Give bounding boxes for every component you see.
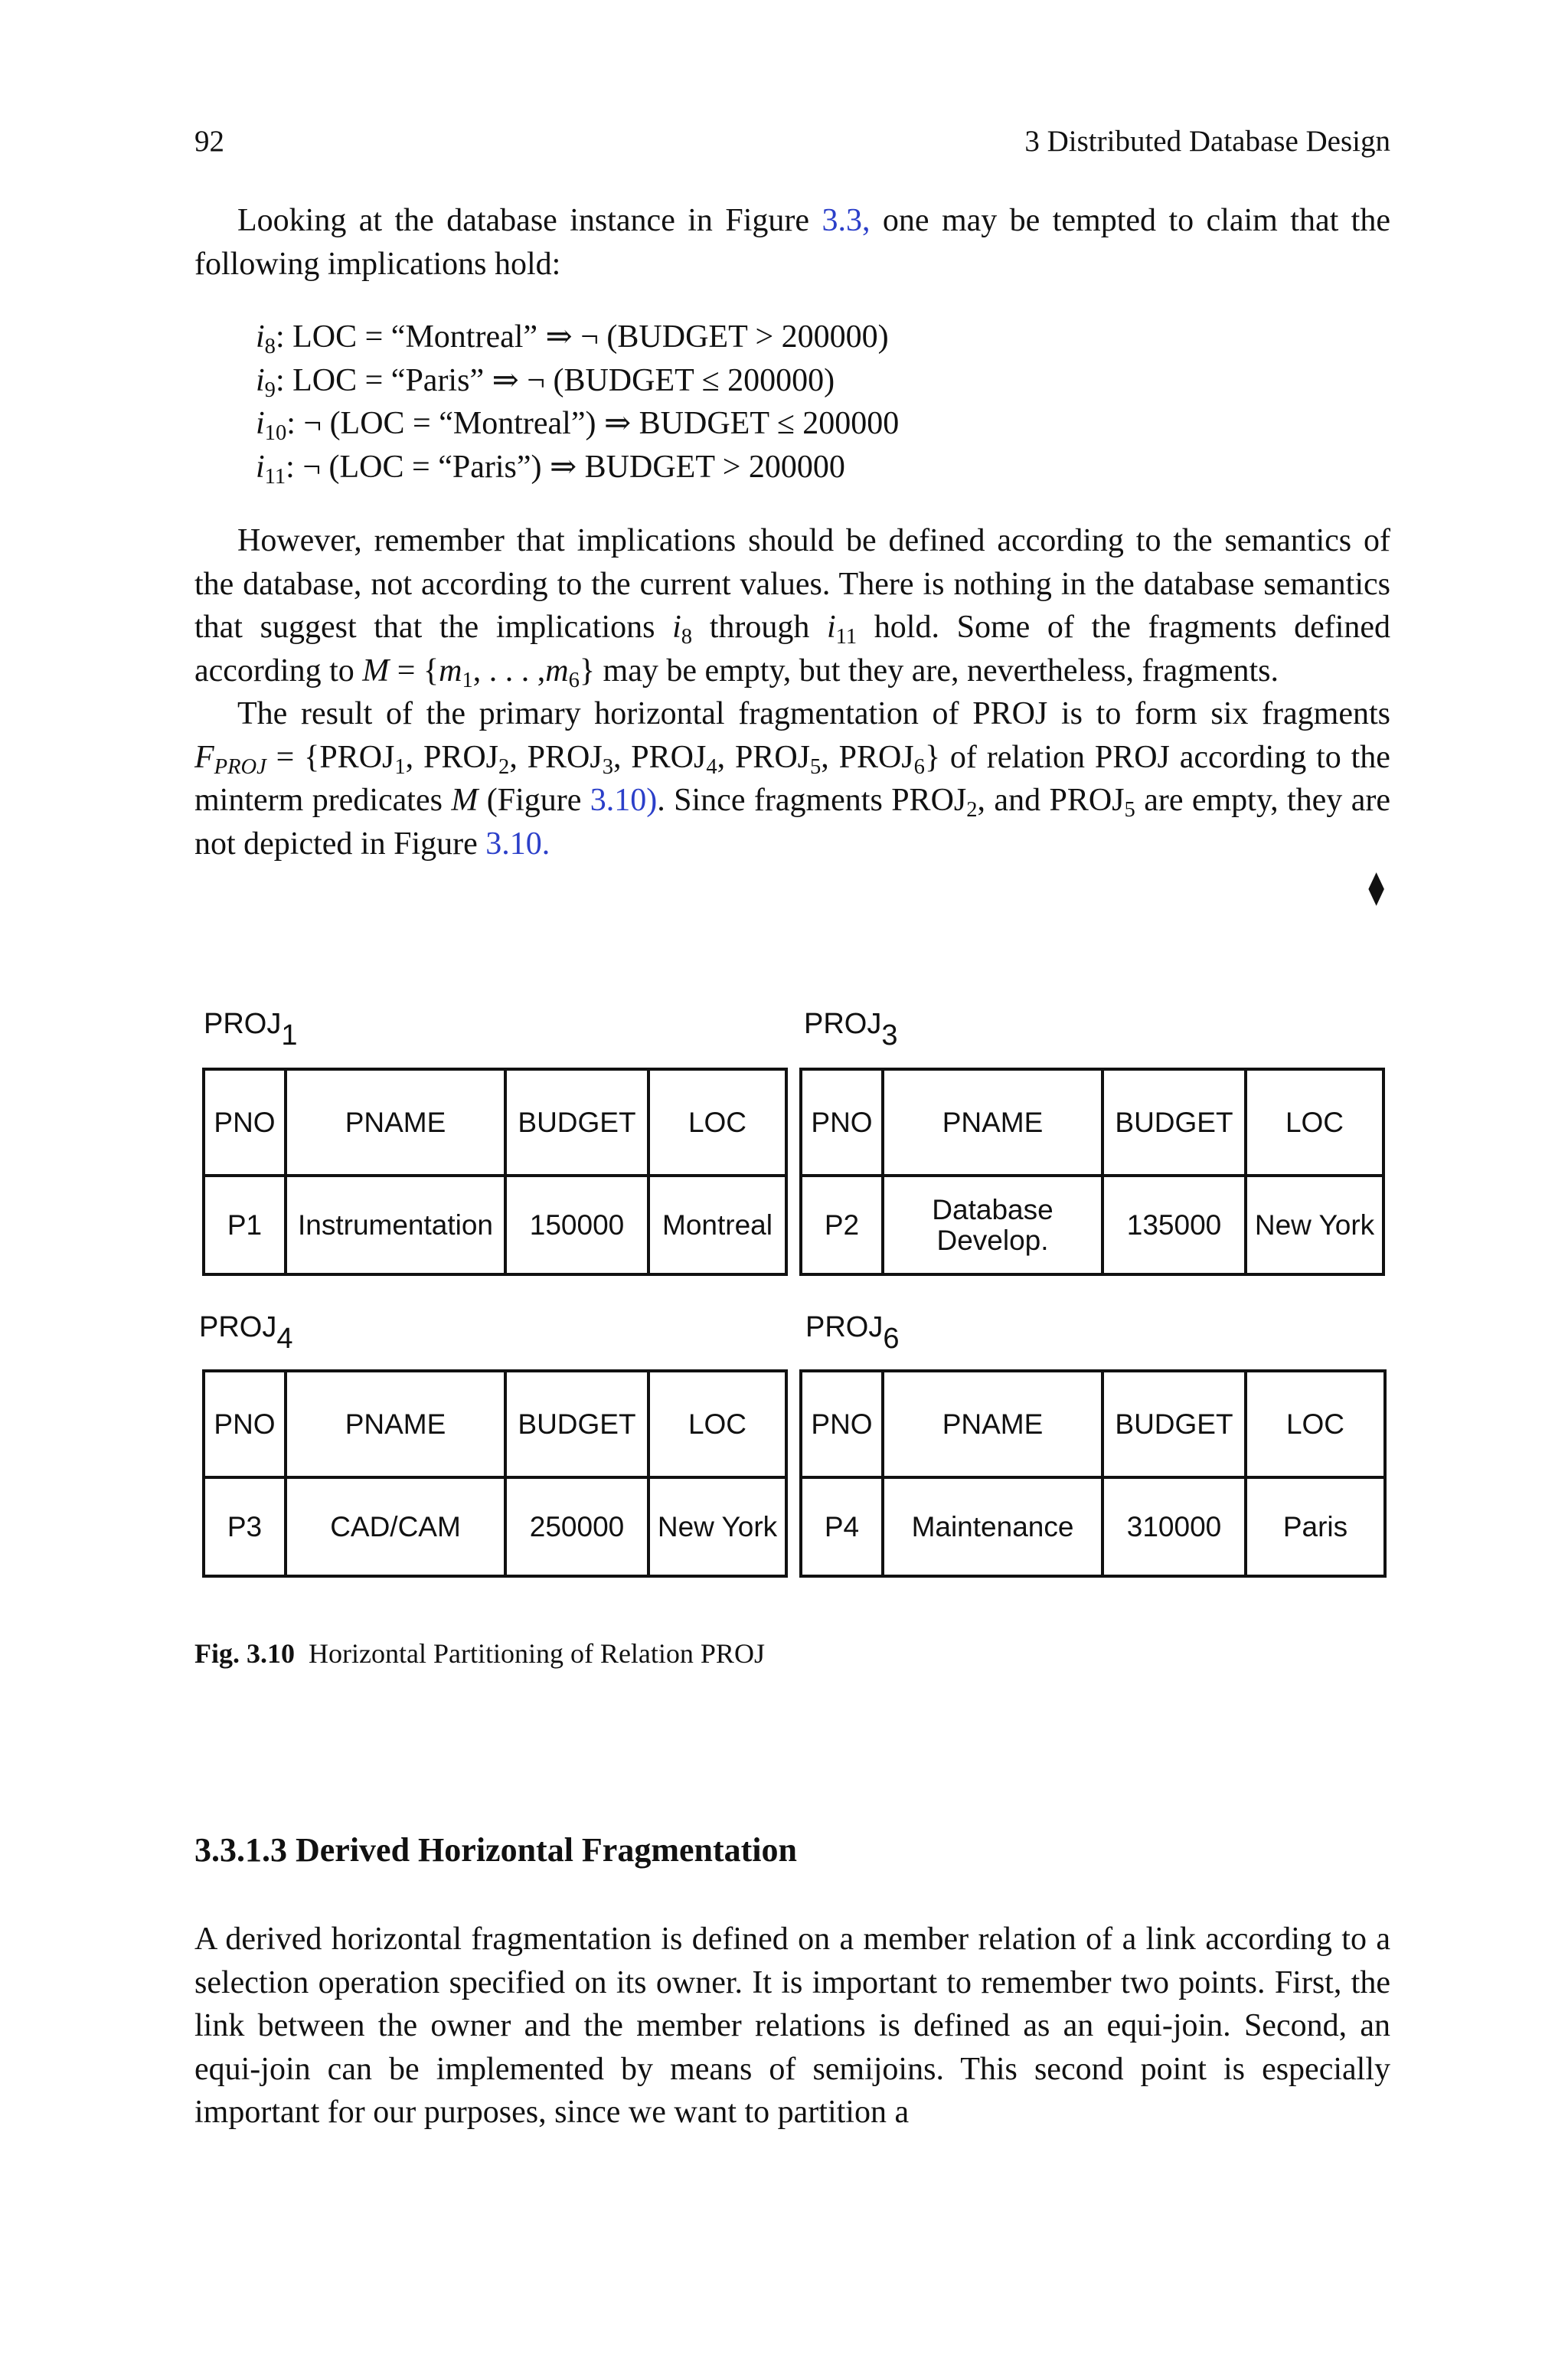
body-paragraphs [194, 519, 1390, 865]
column-header: LOC [1246, 1371, 1385, 1477]
figure-link[interactable]: 3.3, [822, 203, 871, 238]
running-header: 3 Distributed Database Design [1024, 125, 1390, 158]
column-header: PNAME [286, 1371, 505, 1477]
cell: Paris [1246, 1477, 1385, 1576]
column-header: BUDGET [505, 1069, 648, 1176]
cell: 250000 [505, 1477, 648, 1576]
table-proj3 [799, 1068, 1385, 1276]
cell: New York [1246, 1176, 1383, 1274]
cell: P2 [801, 1176, 883, 1274]
column-header: LOC [648, 1371, 786, 1477]
implication-i8: $i_8$: LOC = “Montreal” ⇒ ¬ (BUDGET > 200000) [256, 319, 889, 358]
column-header: PNO [204, 1069, 286, 1176]
table-row [801, 1176, 1383, 1274]
column-header: PNO [204, 1371, 286, 1477]
cell: 135000 [1102, 1176, 1246, 1274]
paragraph-result: The result of the primary horizontal fragmentation of PROJ is to form six fragments $F_{PROJ}$ = {$PROJ_1$, $PROJ_2$, $PROJ_3$, $PROJ_4$, $PROJ_5$, $PROJ_6$} of relation PROJ according to the minterm predicates M (Figure 3.10). Since fragments $PROJ_2$, and $PROJ_5$ are empty, they are not depicted in Figure 3.10. [194, 696, 1390, 862]
cell: 310000 [1102, 1477, 1246, 1576]
column-header: BUDGET [505, 1371, 648, 1477]
cell: New York [648, 1477, 786, 1576]
table-row [801, 1477, 1385, 1576]
fragment-label-proj3: PROJ3 [804, 1008, 898, 1052]
figure-caption: Fig. 3.10 Horizontal Partitioning of Relation PROJ [194, 1638, 765, 1669]
table-row [204, 1477, 786, 1576]
section-body [194, 1918, 1390, 2134]
text: Looking at the database instance in Figure [237, 203, 822, 238]
fragment-label-proj1: PROJ1 [204, 1008, 298, 1052]
column-header: LOC [648, 1069, 786, 1176]
end-of-example-icon: ⧫ [1368, 871, 1384, 906]
table-proj4 [202, 1369, 788, 1578]
table-proj1 [202, 1068, 788, 1276]
cell: Maintenance [883, 1477, 1102, 1576]
column-header: PNO [801, 1371, 883, 1477]
cell: Instrumentation [286, 1176, 505, 1274]
cell: Database Develop. [883, 1176, 1102, 1274]
implication-list [256, 316, 899, 489]
paragraph-derived: A derived horizontal fragmentation is defined on a member relation of a link according to a selection operation specified on its owner. It is important to remember two points. First, the link between the owner and the member relations is defined as an equi-join. Second, an equi-join can be implemented by means of semijoins. This second point is especially important for our purposes, since we want to partition a [194, 1922, 1390, 2130]
column-header: BUDGET [1102, 1069, 1246, 1176]
column-header: PNAME [883, 1069, 1102, 1176]
table-proj6 [799, 1369, 1387, 1578]
cell: 150000 [505, 1176, 648, 1274]
figure-link[interactable]: 3.10. [485, 826, 550, 862]
implication-i11: $i_{11}$: ¬ (LOC = “Paris”) ⇒ BUDGET > 200000 [256, 449, 845, 489]
figure-link[interactable]: 3.10) [590, 783, 658, 818]
implication-i9: $i_9$: LOC = “Paris” ⇒ ¬ (BUDGET ≤ 200000) [256, 362, 835, 402]
text: one may be tempted to claim that the following implications hold: [194, 203, 1390, 282]
fragment-label-proj4: PROJ4 [199, 1311, 293, 1356]
column-header: BUDGET [1102, 1371, 1246, 1477]
cell: P4 [801, 1477, 883, 1576]
implication-i10: $i_{10}$: ¬ (LOC = “Montreal”) ⇒ BUDGET ≤ 200000 [256, 406, 900, 445]
intro-paragraph [194, 199, 1390, 286]
table-row [204, 1176, 786, 1274]
cell: CAD/CAM [286, 1477, 505, 1576]
paragraph-semantics: However, remember that implications should be defined according to the semantics of the database, not according to the current values. There is nothing in the database semantics that suggest that the implications $i_8$ through $i_{11}$ hold. Some of the fragments defined according to $M = \{m_1$, . . . $,m_6$} may be empty, but they are, nevertheless, fragments. [194, 523, 1391, 692]
column-header: PNAME [883, 1371, 1102, 1477]
column-header: PNAME [286, 1069, 505, 1176]
fragment-label-proj6: PROJ6 [805, 1311, 900, 1356]
column-header: PNO [801, 1069, 883, 1176]
cell: P1 [204, 1176, 286, 1274]
section-heading: 3.3.1.3 Derived Horizontal Fragmentation [194, 1831, 797, 1869]
page-number: 92 [194, 125, 224, 158]
cell: Montreal [648, 1176, 786, 1274]
column-header: LOC [1246, 1069, 1383, 1176]
cell: P3 [204, 1477, 286, 1576]
